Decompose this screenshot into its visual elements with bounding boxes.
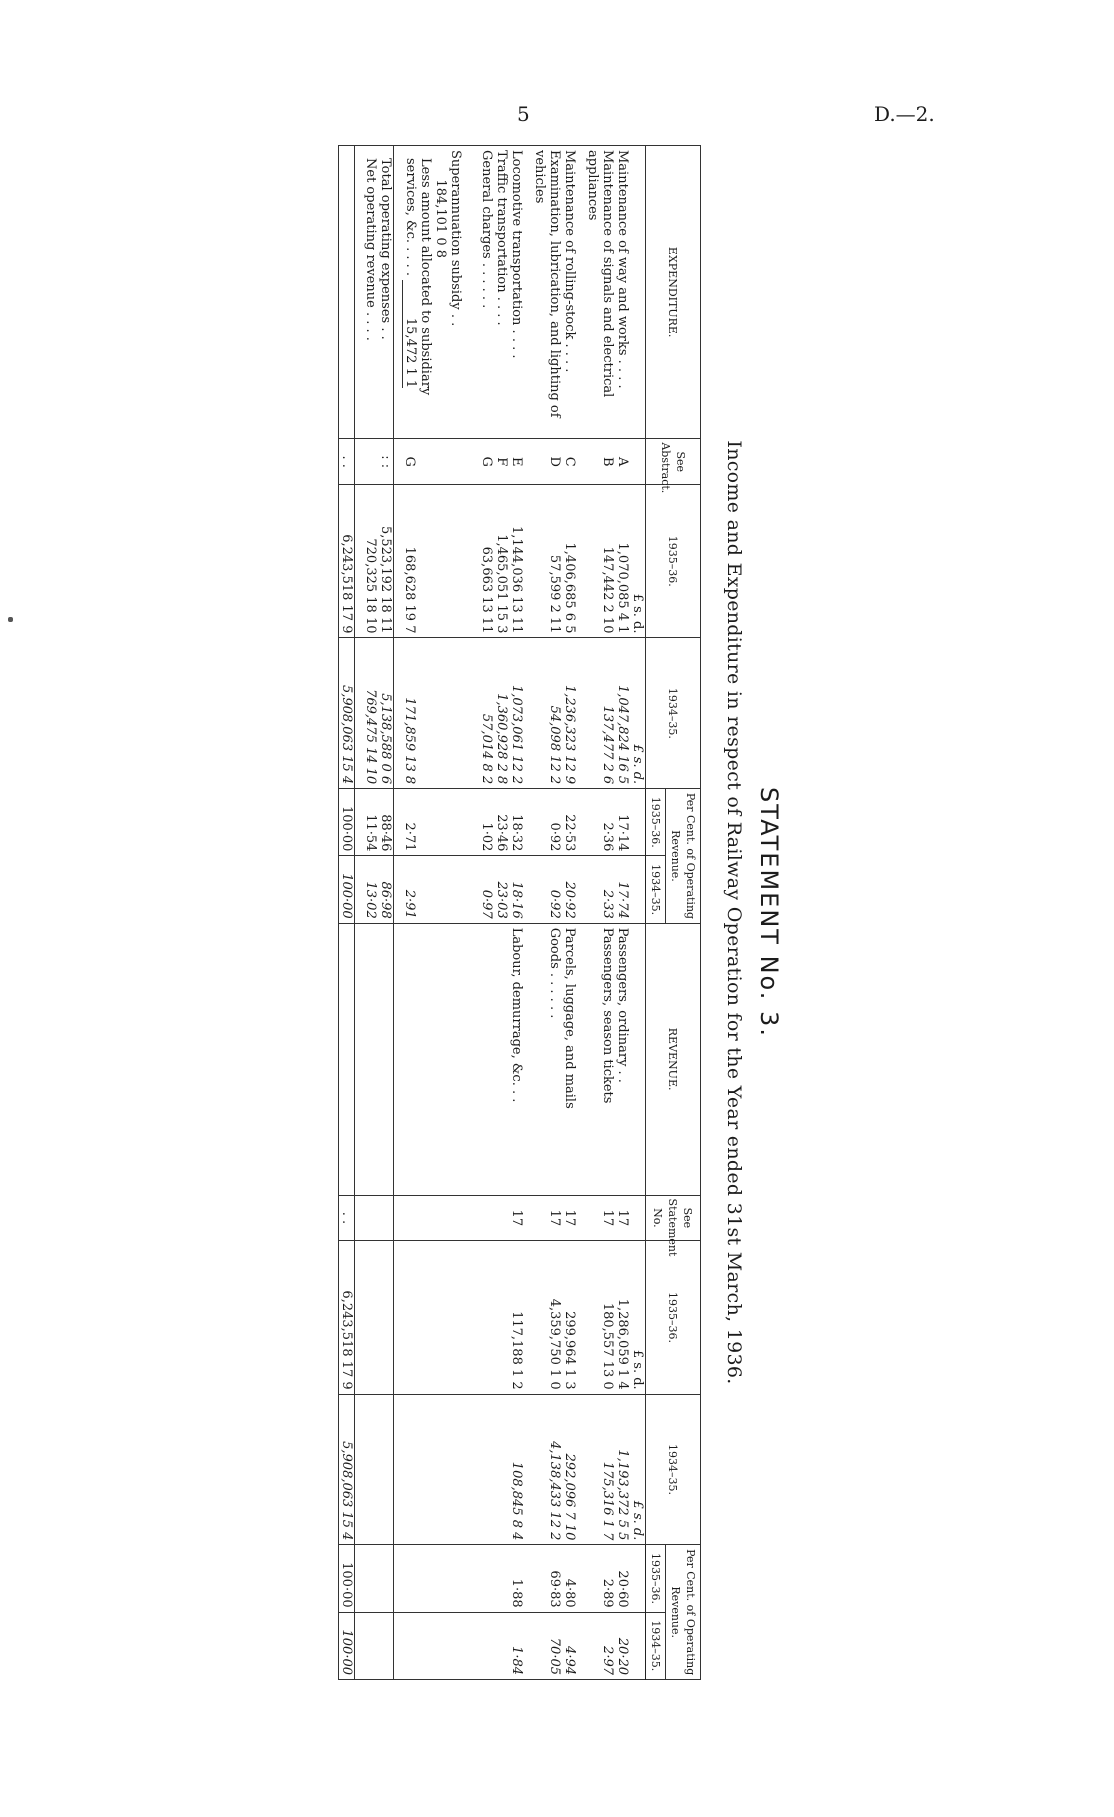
percent-1935: 23·03: [494, 856, 509, 923]
table-row: [402, 146, 433, 1680]
percent-1936: 2·36: [585, 789, 615, 856]
revenue-1935: 292,096 7 10: [562, 1394, 577, 1545]
revenue-label: Parcels, luggage, and mails: [562, 923, 577, 1195]
revenue-pct-1935: 1·84: [509, 1612, 524, 1679]
header-rev-pct-1936: 1935–36.: [646, 1545, 666, 1612]
abstract-ref: C: [562, 439, 577, 485]
statement-ref: 17: [509, 1195, 524, 1241]
expenditure-label: Locomotive transportation . . . .: [509, 146, 524, 439]
expenditure-label: General charges . . . . . .: [479, 146, 494, 439]
header-see-abstract: See Abstract.: [646, 439, 701, 485]
amount-1936: 63,663 13 11: [479, 485, 494, 638]
abstract-ref: A: [615, 439, 630, 485]
percent-1936: 1·02: [479, 789, 494, 856]
revenue-pct-1936: 1·88: [509, 1545, 524, 1612]
amount-1935: 171,859 13 8: [402, 638, 433, 789]
amount-1935: 1,236,323 12 9: [562, 638, 577, 789]
header-rev-1936: 1935–36.: [646, 1241, 701, 1394]
statement-title: STATEMENT No. 3.: [755, 787, 783, 1038]
superannuation-line: [433, 146, 463, 439]
rotated-statement: [325, 145, 787, 1680]
revenue-1936: 299,964 1 3: [562, 1241, 577, 1394]
revenue-pct-1936: 2·89: [585, 1545, 615, 1612]
table-row: [363, 146, 378, 1680]
header-expenditure: EXPENDITURE.: [646, 146, 701, 439]
amount-1936: 1,465,051 15 3: [494, 485, 509, 638]
revenue-pct-1936: 20·60: [615, 1545, 630, 1612]
revenue-1935: 1,193,372 5 5: [615, 1394, 630, 1545]
revenue-total-1936: 6,243,518 17 9: [339, 1241, 355, 1394]
document-code: D.—2.: [874, 102, 935, 126]
table-row: [532, 146, 562, 1680]
amount-1935: 769,475 14 10: [363, 638, 378, 789]
expenditure-label: Maintenance of signals and electrical appliances: [585, 146, 615, 439]
lsd-heading: £ s. d.: [630, 485, 646, 638]
percent-1936: 23·46: [494, 789, 509, 856]
table-row: [509, 146, 524, 1680]
revenue-pct-1935: 20·20: [615, 1612, 630, 1679]
amount-1935: 57,014 8 2: [479, 638, 494, 789]
percent-1936: 22·53: [562, 789, 577, 856]
total-marker: . .: [339, 439, 355, 485]
percent-1936: 11·54: [363, 789, 378, 856]
revenue-total-1935: 5,908,063 15 4: [339, 1394, 355, 1545]
grand-total-pct-1936: 100·00: [339, 789, 355, 856]
abstract-ref: E: [509, 439, 524, 485]
less-allocated-amount: 15,472 1 1: [402, 280, 418, 388]
expenditure-label: Examination, lubrication, and lighting of vehicles: [532, 146, 562, 439]
superannuation-amount: 184,101 0 8: [433, 179, 448, 258]
percent-1936: 17·14: [615, 789, 630, 856]
lsd-heading: £ s. d.: [630, 1394, 646, 1545]
amount-1936: 5,523,192 18 11: [378, 485, 394, 638]
grand-total-pct-1935: 100·00: [339, 856, 355, 923]
percent-1936: 88·46: [378, 789, 394, 856]
percent-1936: 2·71: [402, 789, 433, 856]
expenditure-label: Traffic transportation . . . .: [494, 146, 509, 439]
revenue-1935: 108,845 8 4: [509, 1394, 524, 1545]
amount-1936: 1,406,685 6 5: [562, 485, 577, 638]
table-row: Total operating expenses . . : : 5,523,192 18 11 5,138,588 0 6 88·46 86·98: [378, 146, 394, 1680]
less-allocated-line: [402, 146, 433, 439]
table-row: [585, 146, 615, 1680]
revenue-label: Passengers, season tickets: [585, 923, 615, 1195]
percent-1936: 18·32: [509, 789, 524, 856]
lsd-heading: £ s. d.: [630, 638, 646, 789]
statement-ref: 17: [585, 1195, 615, 1241]
header-rev-1935: 1934–35.: [646, 1394, 701, 1545]
revenue-pct-1936: 69·83: [532, 1545, 562, 1612]
amount-1936: 1,070,085 4 1: [615, 485, 630, 638]
income-expenditure-table: [338, 145, 701, 1680]
less-allocated-label: Less amount allocated to subsidiary services, &c. . . . .: [403, 158, 433, 396]
revenue-1936: 117,188 1 2: [509, 1241, 524, 1394]
revenue-1935: 4,138,433 12 2: [532, 1394, 562, 1545]
statement-ref: 17: [562, 1195, 577, 1241]
revenue-total-pct-1936: 100·00: [339, 1545, 355, 1612]
percent-1935: 13·02: [363, 856, 378, 923]
percent-1935: 18·16: [509, 856, 524, 923]
revenue-pct-1935: 2·97: [585, 1612, 615, 1679]
percent-1935: 20·92: [562, 856, 577, 923]
expenditure-label: Maintenance of rolling-stock . . . .: [562, 146, 577, 439]
net-revenue-label: Net operating revenue . . . .: [363, 146, 378, 439]
abstract-ref: D: [532, 439, 562, 485]
amount-1936: 720,325 18 10: [363, 485, 378, 638]
abstract-ref: F: [494, 439, 509, 485]
table-row: [615, 146, 630, 1680]
revenue-total-pct-1935: 100·00: [339, 1612, 355, 1679]
header-exp-pct-1936: 1935–36.: [646, 789, 666, 856]
table-row: [433, 146, 463, 1680]
grand-total-1936: 6,243,518 17 9: [339, 485, 355, 638]
header-revenue: REVENUE.: [646, 923, 701, 1195]
revenue-label: Passengers, ordinary . .: [615, 923, 630, 1195]
revenue-label: Labour, demurrage, &c. . .: [509, 923, 524, 1195]
revenue-pct-1936: 4·80: [562, 1545, 577, 1612]
revenue-1935: 175,316 1 7: [585, 1394, 615, 1545]
header-exp-percent: Per Cent. of Operating Revenue.: [666, 789, 701, 924]
abstract-ref: G: [479, 439, 494, 485]
total-marker: . .: [339, 1195, 355, 1241]
revenue-1936: 180,557 13 0: [585, 1241, 615, 1394]
percent-1935: 86·98: [378, 856, 394, 923]
abstract-ref: G: [402, 439, 433, 485]
amount-1936: 168,628 19 7: [402, 485, 433, 638]
statement-ref: 17: [532, 1195, 562, 1241]
amount-1936: 147,442 2 10: [585, 485, 615, 638]
amount-1936: 1,144,036 13 11: [509, 485, 524, 638]
statement-ref: 17: [615, 1195, 630, 1241]
amount-1935: 1,073,061 12 2: [509, 638, 524, 789]
percent-1935: 2·91: [402, 856, 433, 923]
table-row: [562, 146, 577, 1680]
page-number: 5: [517, 102, 530, 126]
lsd-heading: £ s. d.: [630, 1241, 646, 1394]
grand-total-1935: 5,908,063 15 4: [339, 638, 355, 789]
amount-1936: 57,599 2 11: [532, 485, 562, 638]
revenue-label: Goods . . . . . .: [532, 923, 562, 1195]
amount-1935: 1,360,928 2 8: [494, 638, 509, 789]
percent-1935: 2·33: [585, 856, 615, 923]
superannuation-label: Superannuation subsidy . .: [448, 150, 463, 327]
amount-1935: 5,138,588 0 6: [378, 638, 394, 789]
header-see-statement: See Statement No.: [646, 1195, 701, 1241]
percent-1935: 0·97: [479, 856, 494, 923]
grand-total-row: [339, 146, 355, 1680]
header-rev-percent: Per Cent. of Operating Revenue.: [666, 1545, 701, 1680]
expenditure-label: Maintenance of way and works . . . .: [615, 146, 630, 439]
statement-subtitle: Income and Expenditure in respect of Railway Operation for the Year ended 31st March, 1936.: [723, 440, 745, 1385]
percent-1936: 0·92: [532, 789, 562, 856]
header-exp-pct-1935: 1934–35.: [646, 856, 666, 923]
amount-1935: 1,047,824 16 5: [615, 638, 630, 789]
revenue-1936: 1,286,059 1 4: [615, 1241, 630, 1394]
amount-1935: 54,098 12 2: [532, 638, 562, 789]
revenue-pct-1935: 4·94: [562, 1612, 577, 1679]
revenue-1936: 4,359,750 1 0: [532, 1241, 562, 1394]
table-row: [494, 146, 509, 1680]
percent-1935: 17·74: [615, 856, 630, 923]
percent-1935: 0·92: [532, 856, 562, 923]
amount-1935: 137,477 2 6: [585, 638, 615, 789]
header-exp-1936: 1935–36.: [646, 485, 701, 638]
table-row: [479, 146, 494, 1680]
header-rev-pct-1935: 1934–35.: [646, 1612, 666, 1679]
revenue-pct-1935: 70·05: [532, 1612, 562, 1679]
total-expenses-label: Total operating expenses . .: [378, 146, 394, 439]
abstract-ref: B: [585, 439, 615, 485]
margin-mark: [8, 617, 13, 622]
header-exp-1935: 1934–35.: [646, 638, 701, 789]
